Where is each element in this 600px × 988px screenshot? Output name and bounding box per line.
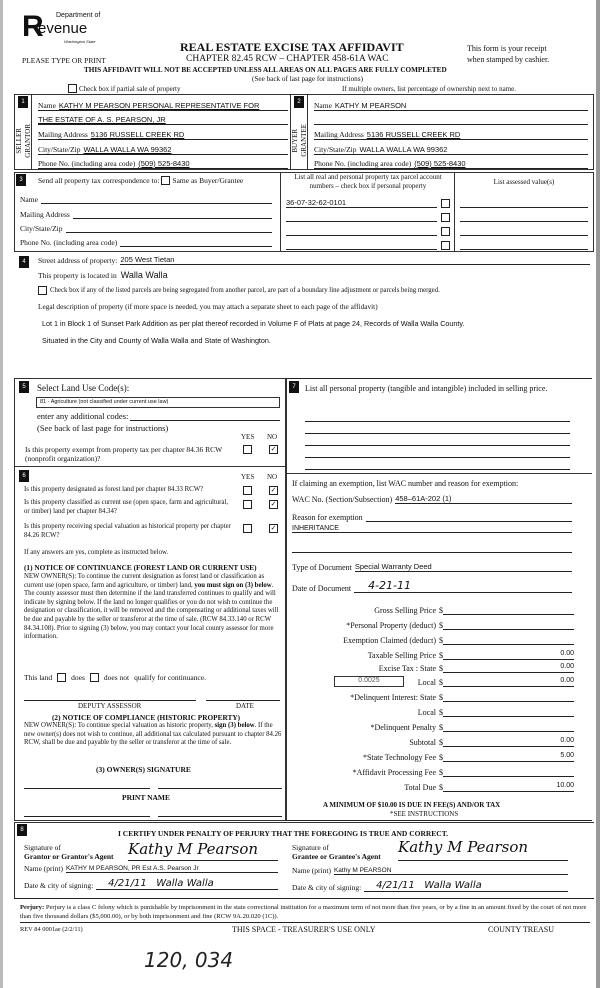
section-3-number: 3 — [16, 174, 26, 186]
exemption-claimed-row: Exemption Claimed (deduct) $ — [292, 630, 574, 645]
exemption-claimed-value[interactable] — [443, 635, 574, 645]
exemption-instruction: If claiming an exemption, list WAC number and reason for exemption: — [292, 479, 519, 488]
send-correspondence-label: Send all property tax correspondence to: — [38, 176, 160, 185]
delinquent-interest-state-row: *Delinquent Interest: State $ — [292, 687, 574, 702]
personal-property-line[interactable] — [305, 434, 570, 446]
located-in-label: This property is located in — [38, 271, 117, 280]
corr-name-field[interactable] — [20, 190, 272, 204]
current-use-no-checkbox[interactable]: ✓ — [270, 501, 277, 508]
parcel-row — [286, 236, 450, 250]
deputy-assessor-line[interactable] — [24, 700, 196, 701]
excise-local-value[interactable]: 0.00 — [443, 677, 574, 687]
corr-city-field[interactable] — [20, 219, 272, 233]
parcel-list — [286, 194, 450, 250]
buyer-city-field[interactable] — [314, 140, 588, 155]
excise-state-row: Excise Tax : State $ 0.00 — [378, 663, 574, 673]
forest-no-checkbox[interactable]: ✓ — [270, 487, 277, 494]
grantee-name-field[interactable] — [292, 866, 568, 875]
warning-text: THIS AFFIDAVIT WILL NOT BE ACCEPTED UNLESS ALL AREAS ON ALL PAGES ARE FULLY COMPLETED — [84, 66, 447, 74]
land-use-select[interactable]: 81 - Agriculture (not classified under current use law) — [36, 397, 280, 408]
street-address-value: 205 West Tietan — [120, 255, 590, 265]
buyer-name-field[interactable] — [314, 97, 588, 111]
parcel-row — [286, 208, 450, 222]
this-land-label: This land — [24, 673, 53, 682]
grantee-date-field[interactable] — [292, 880, 568, 892]
section-6-yes-header: YES — [241, 473, 255, 481]
continuance-qualify-row — [24, 673, 206, 682]
seller-phone-field[interactable] — [38, 155, 288, 169]
personal-property-line[interactable] — [305, 410, 570, 422]
nonprofit-exempt-question: Is this property exempt from property tax per chapter 84.36 RCW (nonprofit organization)? — [25, 445, 223, 463]
seller-phone-label: Phone No. (including area code) — [38, 159, 136, 168]
nonprofit-no-checkbox[interactable]: ✓ — [270, 446, 277, 453]
grantor-name-value: KATHY M PEARSON, PR Est A.S. Pearson Jr — [66, 865, 278, 873]
seller-city-field[interactable] — [38, 140, 288, 155]
buyer-name-label: Name — [314, 101, 332, 110]
partial-sale-row — [68, 84, 180, 93]
notice-compliance-text: NEW OWNER(S): To continue special valuation as historic property, sign (3) below. If the new owner(s) does not wish to continue, all additional tax calculated pursuant to chapter 84.26 RCW, shall be due and payable by the seller or transferor at the time of sale. — [24, 722, 282, 747]
treasurer-use-only: THIS SPACE - TREASURER'S USE ONLY — [232, 925, 376, 934]
personal-property-line[interactable] — [305, 458, 570, 470]
seller-name-label: Name — [38, 101, 56, 110]
notice-continuance-title: (1) NOTICE OF CONTINUANCE (FOREST LAND OR CURRENT USE) — [24, 563, 257, 572]
see-back-text: (See back of last page for instructions) — [252, 75, 363, 83]
assessor-date-line[interactable] — [206, 700, 280, 701]
tax-calculation — [292, 600, 574, 792]
corr-phone-field[interactable] — [20, 233, 272, 247]
delinquent-penalty-value[interactable] — [443, 722, 574, 732]
deputy-assessor-label: DEPUTY ASSESSOR — [78, 702, 142, 710]
print-name-label: PRINT NAME — [122, 793, 170, 802]
located-in-row — [38, 270, 168, 280]
land-use-label: Select Land Use Code(s): — [37, 383, 130, 393]
parcel-number-4[interactable] — [286, 241, 437, 250]
assessed-header: List assessed value(s) — [493, 178, 555, 186]
forest-yes-checkbox[interactable] — [243, 486, 252, 495]
notice-compliance-title: (2) NOTICE OF COMPLIANCE (HISTORIC PROPERTY) — [52, 713, 241, 722]
technology-fee-row: *State Technology Fee $ 5.00 — [362, 752, 574, 762]
section-6-number: 6 — [19, 470, 29, 482]
buyer-city-value: WALLA WALLA WA 99362 — [359, 145, 448, 154]
parcel-number-2[interactable] — [286, 213, 437, 222]
additional-codes-field[interactable] — [37, 411, 280, 421]
grantor-date-label: Date & city of signing: — [24, 881, 94, 890]
logo-r: R — [22, 10, 44, 43]
segregated-checkbox[interactable] — [38, 286, 47, 295]
personal-property-checkbox-3[interactable] — [441, 227, 450, 236]
assessed-value-4[interactable] — [460, 236, 588, 250]
historical-question: Is this property receiving special valuation as historical property per chapter 84.26 RCW? — [24, 523, 231, 539]
grantor-signature-label-1: Signature of — [24, 843, 61, 852]
certify-statement: I CERTIFY UNDER PENALTY OF PERJURY THAT THE FOREGOING IS TRUE AND CORRECT. — [118, 829, 449, 838]
notice-continuance-text: NEW OWNER(S): To continue the current designation as forest land or classification as current use (open space, farm and agriculture, or timber) land, you must sign on (3) below. The county assessor must then determine if the land transferred continues to qualify and will indicate by signing below. If the land no longer qualifies or you do not wish to continue the designation or classification, it will be removed and the compensating or additional taxes will be due and payable by the seller or transferor at the time of sale. (RCW 84.33.140 or RCW 84.34.108). Prior to signing (3) below, you may contact your local county assessor for more information. — [24, 573, 279, 641]
multiple-owners-note: If multiple owners, list percentage of ownership next to name. — [342, 85, 516, 93]
legal-description-line-2: Situated in the City and County of Walla Walla and State of Washington. — [42, 336, 271, 345]
legal-description-line-1: Lot 1 in Block 1 of Sunset Park Addition as per plat thereof recorded in Volume F of Plats at page 24, Records of Walla Walla County. — [42, 319, 465, 328]
qualify-label: qualify for continuance. — [134, 673, 206, 682]
correspondence-fields — [20, 190, 272, 247]
seller-text: SELLER — [15, 128, 23, 154]
wac-number-field[interactable] — [292, 494, 572, 504]
grantor-name-label: Name (print) — [24, 864, 63, 873]
document-type-field[interactable] — [292, 562, 572, 572]
seller-name-field[interactable] — [38, 97, 288, 111]
section-7-left-border — [286, 378, 287, 821]
buyer-text: BUYER — [291, 128, 299, 153]
document-date-field[interactable] — [292, 579, 572, 593]
parcel-header: List all real and personal property tax parcel account numbers – check box if personal property — [294, 173, 442, 190]
document-type-value: Special Warranty Deed — [355, 562, 572, 572]
current-use-yes-checkbox[interactable] — [243, 500, 252, 509]
nonprofit-yes-checkbox[interactable] — [243, 445, 252, 454]
buyer-mailing-field[interactable] — [314, 125, 588, 140]
assessed-values — [460, 194, 588, 250]
personal-property-line[interactable] — [305, 446, 570, 458]
section-8-number: 8 — [17, 824, 27, 836]
form-chapter: CHAPTER 82.45 RCW – CHAPTER 458-61A WAC — [186, 54, 389, 64]
send-correspondence-row — [38, 176, 243, 185]
section-6-no-header: NO — [267, 473, 278, 481]
segregated-label: Check box if any of the listed parcels are being segregated from another parcel, are part of a boundary line adjustment or parcels being merged. — [50, 287, 440, 294]
seller-name-field-2[interactable] — [38, 111, 288, 125]
corr-name-label: Name — [20, 195, 38, 204]
forest-land-question: Is this property designated as forest land per chapter 84.33 RCW? — [24, 486, 204, 493]
technology-fee-value[interactable]: 5.00 — [443, 752, 574, 762]
seller-phone-value: (509) 525-8430 — [138, 159, 190, 168]
grantor-date-value: 4/21/11 Walla Walla — [96, 878, 278, 890]
buyer-phone-label: Phone No. (including area code) — [314, 159, 412, 168]
legal-description-label: Legal description of property (if more space is needed, you may attach a separate sheet to each page of the affidavit) — [38, 302, 378, 311]
scan-edge-right — [596, 0, 600, 988]
section-3-divider-b — [454, 172, 455, 252]
delinquent-penalty-row: *Delinquent Penalty $ — [292, 717, 574, 732]
corr-mailing-label: Mailing Address — [20, 210, 70, 219]
grantor-date-field[interactable] — [24, 878, 278, 890]
historical-yes-checkbox[interactable] — [243, 524, 252, 533]
form-revision: REV 84 0001ae (2/2/11) — [20, 926, 83, 933]
buyer-phone-field[interactable] — [314, 155, 588, 169]
wac-number-label: WAC No. (Section/Subsection) — [292, 495, 393, 504]
gross-selling-price-row: Gross Selling Price $ — [292, 600, 574, 615]
seller-name-line-1: KATHY M PEARSON PERSONAL REPRESENTATIVE FOR — [58, 101, 260, 110]
parcel-row — [286, 194, 450, 208]
seller-fields — [38, 97, 288, 169]
corr-mailing-field[interactable] — [20, 204, 272, 219]
grantee-signature[interactable]: Kathy M Pearson — [398, 838, 568, 861]
section-5-see-back: (See back of last page for instructions) — [37, 423, 169, 433]
receipt-line-2: when stamped by cashier. — [467, 55, 550, 64]
local-rate-input[interactable]: 0.0025 — [334, 676, 404, 687]
section-5-no-header: NO — [267, 433, 278, 441]
scan-edge-left — [0, 0, 3, 988]
does-not-label: does not — [103, 673, 130, 682]
buyer-mailing-label: Mailing Address — [314, 130, 364, 139]
seller-mailing-field[interactable] — [38, 125, 288, 140]
taxable-selling-price-row: Taxable Selling Price $ 0.00 — [367, 650, 574, 660]
street-address-label: Street address of property: — [38, 256, 118, 265]
section-8-bottom-border — [14, 898, 594, 899]
seller-mailing-value: 5136 RUSSELL CREEK RD — [90, 130, 185, 139]
section-7-top-border — [286, 378, 592, 379]
logo-dept: Department of — [56, 12, 101, 19]
assessed-value-3[interactable] — [460, 222, 588, 236]
segregated-row — [38, 286, 440, 295]
grantee-date-value: 4/21/11 Walla Walla — [364, 880, 568, 892]
owner-signature-line-1[interactable] — [24, 788, 150, 789]
historical-no-checkbox[interactable]: ✓ — [270, 525, 277, 532]
section-5-6-divider — [14, 466, 286, 467]
seller-side — [14, 94, 32, 170]
corr-phone-label: Phone No. (including area code) — [20, 238, 118, 247]
additional-codes-label: enter any additional codes: — [37, 411, 129, 421]
same-as-buyer-checkbox[interactable] — [161, 176, 170, 185]
section-7-divider — [286, 473, 592, 474]
grantee-text: GRANTEE — [300, 124, 308, 157]
grantee-name-value: Kathy M PEARSON — [334, 867, 568, 875]
seller-label — [15, 124, 32, 158]
county-treasurer-label: COUNTY TREASU — [488, 925, 555, 934]
subtotal-value[interactable]: 0.00 — [443, 737, 574, 747]
section-5-yes-header: YES — [241, 433, 255, 441]
minimum-due-notice: A MINIMUM OF $10.00 IS DUE IN FEE(S) AND/OR TAX — [323, 801, 501, 809]
grantee-signature-label-1: Signature of — [292, 843, 329, 852]
assessed-value-1[interactable] — [460, 194, 588, 208]
located-in-value: Walla Walla — [120, 270, 168, 280]
partial-sale-label: Check box if partial sale of property — [79, 84, 181, 93]
buyer-city-label: City/State/Zip — [314, 145, 357, 154]
section-7-number: 7 — [289, 381, 299, 393]
wac-number-value: 458–61A-202 (1) — [395, 494, 572, 504]
document-date-value: 4-21-11 — [354, 579, 572, 593]
does-not-qualify-checkbox[interactable] — [90, 673, 99, 682]
personal-property-checkbox-4[interactable] — [441, 241, 450, 250]
grantee-date-label: Date & city of signing: — [292, 883, 362, 892]
assessed-value-2[interactable] — [460, 208, 588, 222]
grantor-signature-label-2: Grantor or Grantor's Agent — [24, 852, 114, 861]
seller-city-value: WALLA WALLA WA 99362 — [83, 145, 172, 154]
buyer-fields — [314, 97, 588, 169]
buyer-name-value: KATHY M PEARSON — [334, 101, 407, 110]
delinquent-interest-state-value[interactable] — [443, 692, 574, 702]
owner-print-line-1[interactable] — [24, 816, 150, 817]
parcel-number-1[interactable]: 36-07-32-62-0101 — [286, 198, 437, 208]
corr-city-label: City/State/Zip — [20, 224, 63, 233]
excise-state-value[interactable]: 0.00 — [443, 663, 574, 673]
exemption-reason-label: Reason for exemption — [292, 513, 363, 522]
receipt-line-1: This form is your receipt — [467, 44, 547, 53]
does-label: does — [71, 673, 85, 682]
seller-city-label: City/State/Zip — [38, 145, 81, 154]
current-use-question: Is this property classified as current use (open space, farm and agricultural, or timber) land per chapter 84.34? — [24, 499, 229, 515]
form-title: REAL ESTATE EXCISE TAX AFFIDAVIT — [180, 40, 404, 54]
excise-local-row: 0.0025 Local $ 0.00 — [292, 673, 574, 687]
exemption-reason-line-3[interactable] — [292, 552, 572, 553]
exemption-reason-value[interactable]: INHERITANCE — [292, 525, 572, 533]
street-address-field[interactable] — [38, 255, 590, 265]
personal-property-checkbox-1[interactable] — [441, 199, 450, 208]
delinquent-interest-local-value[interactable] — [443, 707, 574, 717]
total-due-value[interactable]: 10.00 — [443, 782, 574, 792]
exemption-reason-field[interactable] — [292, 513, 572, 522]
buyer-side — [290, 94, 308, 170]
perjury-notice: Perjury: Perjury is a class C felony which is punishable by imprisonment in the state correctional institution for a maximum term of not more than five years, or by a fine in an amount fixed by the court of not more than five thousand dollars ($5,000.00), or by both imprisonment and fine (RCW 9A.20.020 (1C)). — [20, 904, 590, 923]
processing-fee-row: *Affidavit Processing Fee $ — [292, 762, 574, 777]
owner-signature-line-2[interactable] — [158, 788, 282, 789]
if-yes-instruction: If any answers are yes, complete as instructed below. — [24, 549, 169, 556]
assessor-date-label: DATE — [236, 702, 254, 710]
partial-sale-checkbox[interactable] — [68, 84, 77, 93]
does-qualify-checkbox[interactable] — [57, 673, 66, 682]
buyer-phone-value: (509) 525-8430 — [414, 159, 466, 168]
buyer-label — [291, 124, 308, 157]
grantor-signature[interactable]: Kathy M Pearson — [128, 840, 278, 861]
section-4-number: 4 — [19, 256, 29, 268]
grantee-name-label: Name (print) — [292, 866, 331, 875]
personal-property-lines — [305, 410, 570, 470]
delinquent-interest-local-row: Local $ — [292, 702, 574, 717]
parcel-row — [286, 222, 450, 236]
document-date-label: Date of Document — [292, 584, 352, 593]
section-3-divider-a — [280, 172, 281, 252]
buyer-mailing-value: 5136 RUSSELL CREEK RD — [366, 130, 461, 139]
please-type: PLEASE TYPE OR PRINT — [22, 56, 106, 65]
see-instructions: *SEE INSTRUCTIONS — [390, 810, 459, 818]
personal-property-line[interactable] — [305, 422, 570, 434]
logo-state: Washington State — [64, 39, 96, 44]
section-2-number: 2 — [294, 96, 304, 108]
owner-signature-label: (3) OWNER(S) SIGNATURE — [96, 765, 191, 774]
personal-property-label: List all personal property (tangible and intangible) included in selling price. — [305, 384, 548, 393]
taxable-selling-price-value[interactable]: 0.00 — [443, 650, 574, 660]
parcel-number-3[interactable] — [286, 227, 437, 236]
seller-mailing-label: Mailing Address — [38, 130, 88, 139]
buyer-name-field-2[interactable] — [314, 111, 588, 125]
section-7-bottom-border — [286, 820, 592, 821]
grantor-text: GRANTOR — [24, 124, 32, 158]
handwritten-receipt-number: 120, 034 — [144, 948, 234, 972]
subtotal-row: Subtotal $ 0.00 — [409, 737, 574, 747]
personal-property-checkbox-2[interactable] — [441, 213, 450, 222]
section-5-number: 5 — [19, 381, 29, 393]
personal-property-deduct-row: *Personal Property (deduct) $ — [292, 615, 574, 630]
gross-selling-price-value[interactable] — [443, 605, 574, 615]
personal-property-deduct-value[interactable] — [443, 620, 574, 630]
logo-revenue: evenue — [38, 20, 88, 37]
seller-name-line-2: THE ESTATE OF A. S. PEARSON, JR — [38, 115, 166, 124]
owner-print-line-2[interactable] — [158, 816, 282, 817]
document-type-label: Type of Document — [292, 563, 352, 572]
grantee-signature-label-2: Grantee or Grantee's Agent — [292, 852, 381, 861]
processing-fee-value[interactable] — [443, 767, 574, 777]
section-1-number: 1 — [18, 96, 28, 108]
total-due-row: Total Due $ 10.00 — [404, 782, 574, 792]
same-as-buyer-label: Same as Buyer/Grantee — [172, 176, 244, 185]
grantor-name-field[interactable] — [24, 864, 278, 873]
